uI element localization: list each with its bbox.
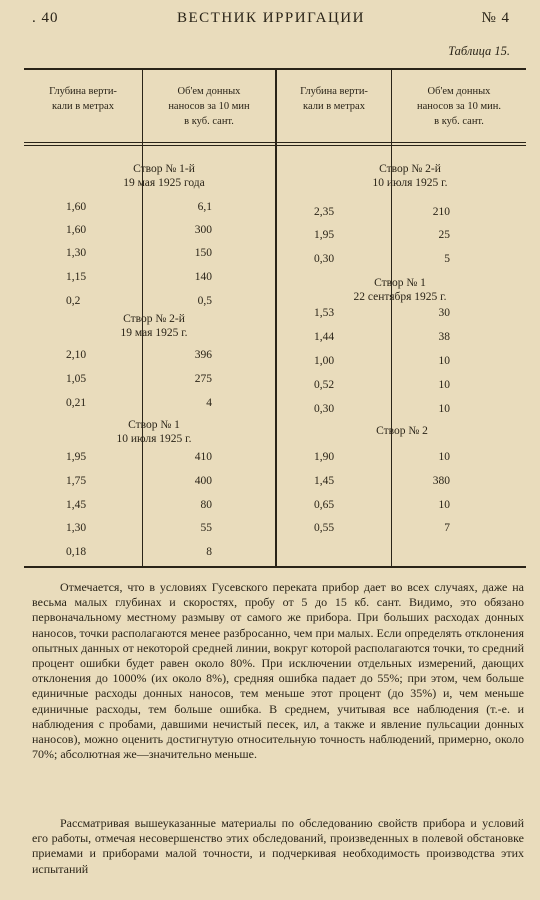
column-header-depth: Глубина верти- кали в метрах [49, 86, 117, 112]
column-header-depth: Глубина верти- кали в метрах [300, 86, 368, 112]
depth-cell: 1,30 [66, 247, 87, 259]
volume-cell: 55 [200, 522, 212, 534]
volume-cell: 396 [194, 349, 212, 361]
volume-cell: 25 [438, 229, 450, 241]
volume-cell: 30 [438, 307, 450, 319]
header-rule [24, 142, 526, 143]
group-caption: Створ № 1 10 июля 1925 г. [116, 419, 192, 445]
depth-cell: 0,52 [314, 379, 335, 391]
group-caption: Створ № 2 [376, 425, 428, 437]
depth-cell: 1,95 [66, 451, 87, 463]
volume-cell: 8 [206, 546, 212, 558]
depth-cell: 1,45 [314, 475, 335, 487]
depth-cell: 1,44 [314, 331, 335, 343]
journal-title: ВЕСТНИК ИРРИГАЦИИ [177, 10, 365, 26]
depth-cell: 1,00 [314, 355, 335, 367]
volume-cell: 210 [432, 206, 450, 218]
volume-cell: 410 [194, 451, 212, 463]
depth-cell: 1,75 [66, 475, 87, 487]
volume-cell: 150 [194, 247, 212, 259]
depth-cell: 1,60 [66, 201, 87, 213]
depth-cell: 0,18 [66, 546, 87, 558]
volume-cell: 380 [432, 475, 450, 487]
volume-cell: 140 [194, 271, 212, 283]
volume-cell: 10 [438, 499, 450, 511]
volume-cell: 400 [194, 475, 212, 487]
issue-number: № 4 [481, 10, 510, 26]
volume-cell: 10 [438, 355, 450, 367]
depth-cell: 2,10 [66, 349, 87, 361]
volume-cell: 7 [444, 522, 450, 534]
volume-cell: 10 [438, 379, 450, 391]
volume-cell: 0,5 [197, 295, 212, 307]
volume-cell: 5 [444, 253, 450, 265]
depth-cell: 1,90 [314, 451, 335, 463]
depth-cell: 0,30 [314, 403, 335, 415]
header-rule [24, 145, 526, 146]
depth-cell: 1,45 [66, 499, 87, 511]
depth-cell: 0,30 [314, 253, 335, 265]
table-caption: Таблица 15. [448, 44, 510, 58]
volume-cell: 10 [438, 451, 450, 463]
depth-cell: 0,2 [66, 295, 81, 307]
depth-cell: 1,05 [66, 373, 87, 385]
volume-cell: 300 [194, 224, 212, 236]
volume-cell: 6,1 [197, 201, 212, 213]
depth-cell: 1,15 [66, 271, 87, 283]
volume-cell: 80 [200, 499, 212, 511]
running-header [32, 10, 510, 32]
body-paragraph: Рассматривая вышеуказанные материалы по обследованию свойств прибора и условий его работы, отмечая несовершенство этих обследований, произведенных в полевой обстановке приемами и приборами малой точности, и подчеркивая необходимость производства этих испытаний [32, 816, 524, 876]
group-caption: Створ № 2-й 10 июля 1925 г. [372, 163, 448, 189]
group-caption: Створ № 2-й 19 мая 1925 г. [120, 313, 188, 339]
group-caption: Створ № 1 22 сентября 1925 г. [353, 277, 447, 303]
page-number: . 40 [32, 10, 59, 26]
depth-cell: 1,60 [66, 224, 87, 236]
depth-cell: 1,30 [66, 522, 87, 534]
depth-cell: 1,53 [314, 307, 335, 319]
volume-cell: 10 [438, 403, 450, 415]
column-header-volume: Об'ем донных наносов за 10 мин в куб. сант. [168, 86, 250, 127]
volume-cell: 4 [206, 397, 212, 409]
depth-cell: 0,55 [314, 522, 335, 534]
depth-cell: 1,95 [314, 229, 335, 241]
column-header-volume: Об'ем донных наносов за 10 мин. в куб. сант. [417, 86, 501, 127]
depth-cell: 2,35 [314, 206, 335, 218]
volume-cell: 275 [194, 373, 212, 385]
data-table [24, 68, 526, 568]
volume-cell: 38 [438, 331, 450, 343]
depth-cell: 0,21 [66, 397, 87, 409]
group-caption: Створ № 1-й 19 мая 1925 года [123, 163, 205, 189]
depth-cell: 0,65 [314, 499, 335, 511]
body-paragraph: Отмечается, что в условиях Гусевского переката прибор дает во всех случаях, даже на весьма малых глубинах и скоростях, пробу от 5 до 15 кб. сант. Видимо, это обязано первоначальному местному размыву от самого же прибора. При больших расходах донных наносов, точки располагаются менее разбросанно, чем при малых. Если определять отклонения опытных данных от некоторой средней линии, вокруг которой располагаются точки, то средний процент ошибки будет равен около 80%. При исключении отдельных измерений, дающих отклонения до 1000% (их около 8%), средняя ошибка падает до 55%; при этом, чем больше единичные расходы донных наносов, тем меньше этот процент (до 35%) и, чем меньше единичные расходы, тем больше ошибка. В среднем, учитывая все наблюдения (т.-е. и наблюдения с пробами, давшими нечистый песек, ил, а также и явление пульсации донных наносов), можно оценить достигнутую относительную точность наблюдений, примерно, около 70%; абсолютная же—значительно меньше. [32, 580, 524, 762]
